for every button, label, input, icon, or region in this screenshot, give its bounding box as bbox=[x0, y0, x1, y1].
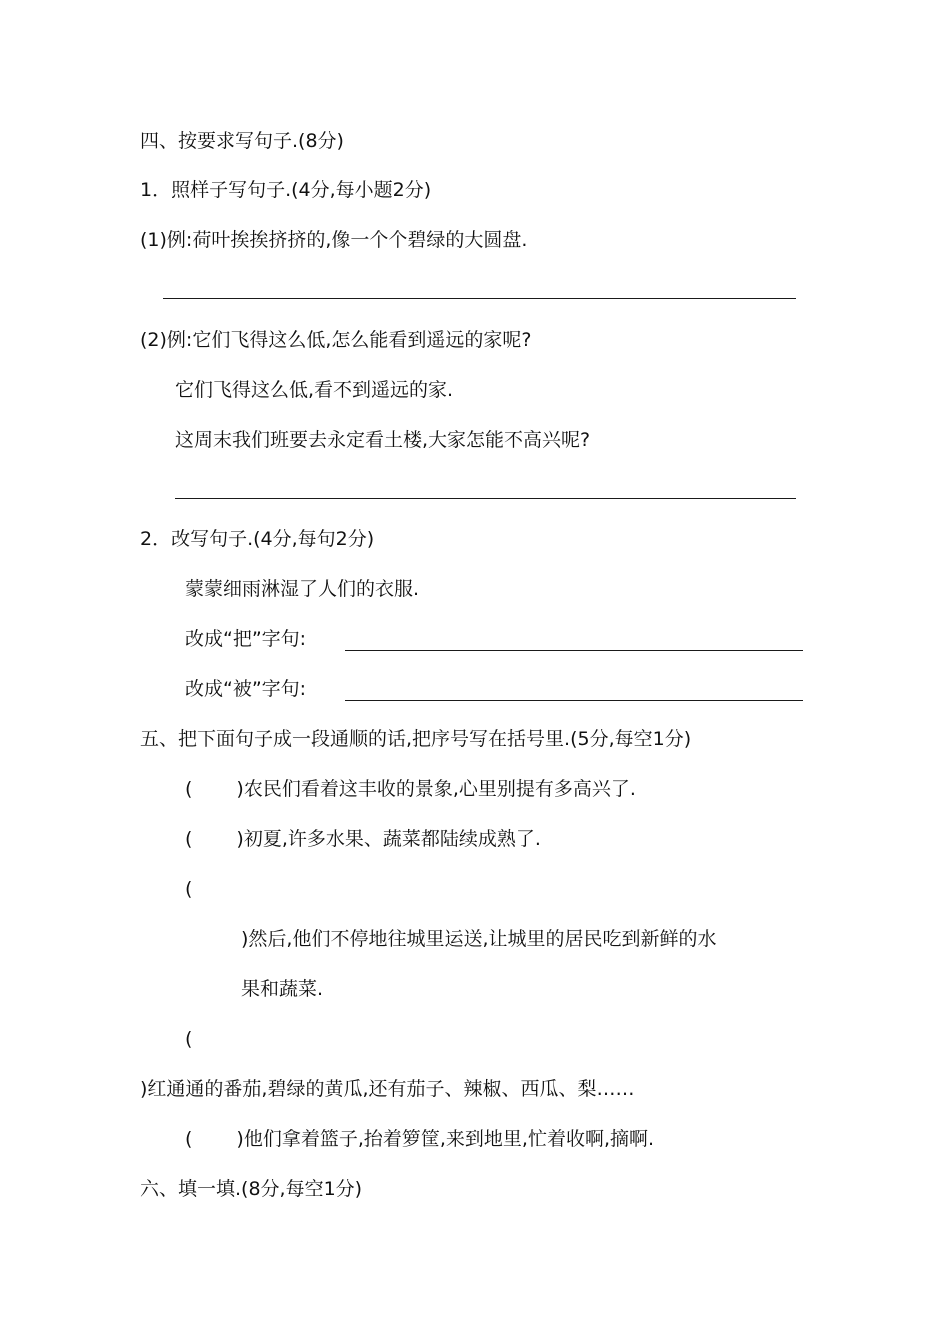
rewrite-sentence: 蒙蒙细雨淋湿了人们的衣服. bbox=[185, 578, 420, 600]
example-1-sentence: (1)例:荷叶挨挨挤挤的,像一个个碧绿的大圆盘. bbox=[140, 229, 528, 251]
section-6-title: 六、填一填.(8分,每空1分) bbox=[140, 1178, 363, 1200]
order-item-1-open-paren: ( bbox=[185, 778, 193, 800]
order-item-4-text: )红通通的番茄,碧绿的黄瓜,还有茄子、辣椒、西瓜、梨…… bbox=[140, 1078, 635, 1100]
order-item-2-open-paren: ( bbox=[185, 828, 193, 850]
ba-sentence-label: 改成“把”字句: bbox=[185, 628, 307, 650]
section-4-title: 四、按要求写句子.(8分) bbox=[140, 130, 344, 152]
order-item-5-open-paren: ( bbox=[185, 1128, 193, 1150]
bei-sentence-answer-line[interactable] bbox=[345, 700, 803, 701]
order-item-4-open-paren: ( bbox=[185, 1028, 193, 1050]
order-item-1 bbox=[185, 777, 636, 801]
order-item-2-text: )初夏,许多水果、蔬菜都陆续成熟了. bbox=[236, 828, 541, 850]
ba-sentence-answer-line[interactable] bbox=[345, 650, 803, 651]
answer-line-1[interactable] bbox=[163, 298, 796, 299]
order-item-5 bbox=[185, 1127, 654, 1151]
section-5-title: 五、把下面句子成一段通顺的话,把序号写在括号里.(5分,每空1分) bbox=[140, 728, 692, 750]
example-2-sentence: (2)例:它们飞得这么低,怎么能看到遥远的家呢? bbox=[140, 329, 532, 351]
order-item-3-open-paren: ( bbox=[185, 878, 193, 900]
order-item-5-text: )他们拿着篮子,抬着箩筐,来到地里,忙着收啊,摘啊. bbox=[236, 1128, 655, 1150]
example-2-answer: 它们飞得这么低,看不到遥远的家. bbox=[175, 379, 454, 401]
exercise-2-sentence: 这周末我们班要去永定看土楼,大家怎能不高兴呢? bbox=[175, 429, 591, 451]
order-item-3-text: )然后,他们不停地往城里运送,让城里的居民吃到新鲜的水 bbox=[241, 928, 717, 950]
order-item-3-text-cont: 果和蔬菜. bbox=[241, 978, 324, 1000]
order-item-1-text: )农民们看着这丰收的景象,心里别提有多高兴了. bbox=[236, 778, 636, 800]
bei-sentence-label: 改成“被”字句: bbox=[185, 678, 307, 700]
answer-line-2[interactable] bbox=[175, 498, 796, 499]
question-2-title: 2．改写句子.(4分,每句2分) bbox=[140, 528, 375, 550]
order-item-2 bbox=[185, 827, 541, 851]
question-1-title: 1．照样子写句子.(4分,每小题2分) bbox=[140, 179, 432, 201]
